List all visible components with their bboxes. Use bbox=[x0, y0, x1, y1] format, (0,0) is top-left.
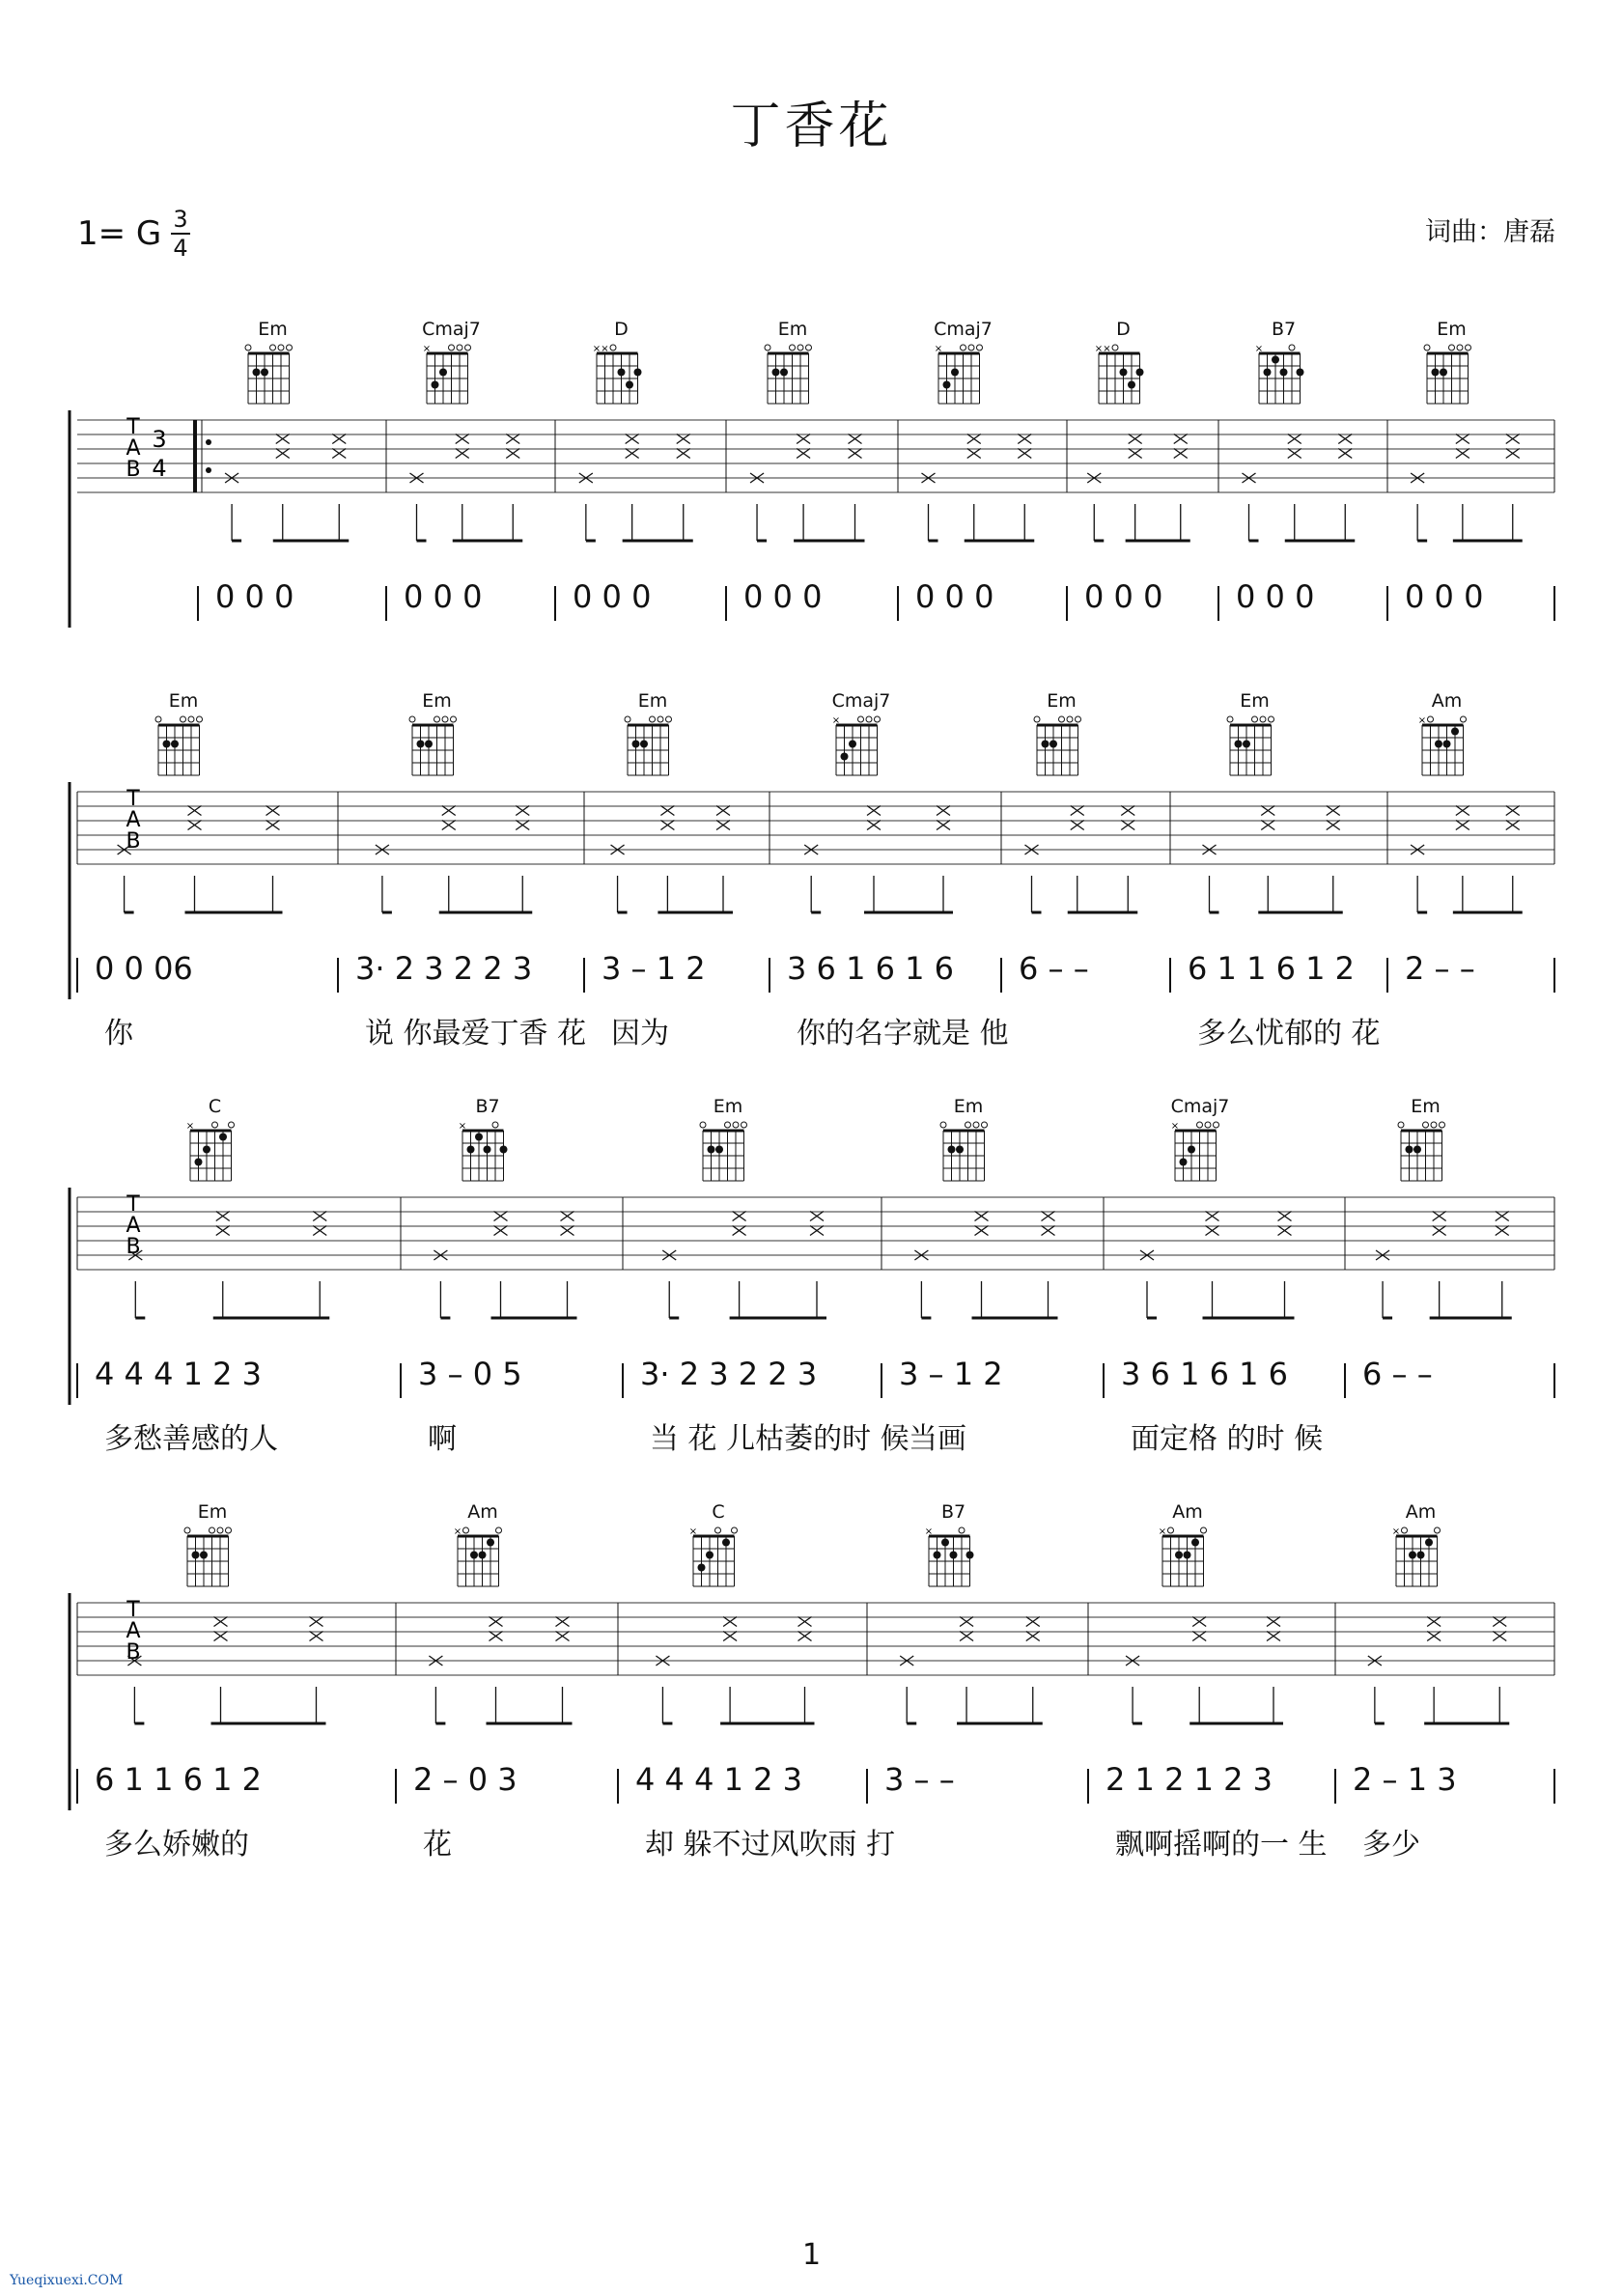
strum-mark bbox=[266, 806, 280, 816]
strum-mark bbox=[660, 821, 674, 830]
mute-mark: × bbox=[1102, 344, 1111, 354]
strum-mark bbox=[1192, 1632, 1206, 1641]
jianpu-measure: 3 – 1 2 bbox=[602, 950, 706, 987]
jianpu-measure: 3 6 1 6 1 6 bbox=[1121, 1356, 1289, 1392]
chord-name: Am bbox=[1431, 690, 1463, 712]
strum-mark bbox=[516, 821, 529, 830]
strum-mark bbox=[960, 1632, 973, 1641]
strum-mark bbox=[456, 434, 469, 444]
chord-name: B7 bbox=[475, 1096, 500, 1117]
jianpu-measure: 4 4 4 1 2 3 bbox=[635, 1761, 803, 1798]
tab-clef-letter: B bbox=[126, 458, 141, 482]
strum-mark bbox=[266, 821, 280, 830]
chord-name: Am bbox=[1172, 1501, 1203, 1523]
chord-name: D bbox=[1116, 319, 1131, 340]
chord-name: B7 bbox=[1271, 319, 1297, 340]
mute-mark: × bbox=[1170, 1121, 1180, 1132]
strum-mark bbox=[556, 1617, 570, 1627]
strum-mark bbox=[506, 449, 519, 459]
strum-mark bbox=[1506, 449, 1520, 459]
time-top: 3 bbox=[173, 206, 188, 233]
chord-name: Em bbox=[713, 1096, 743, 1117]
jianpu-measure: 2 – 1 3 bbox=[1353, 1761, 1457, 1798]
tab-clef-letter: A bbox=[126, 1214, 141, 1238]
strum-mark bbox=[1071, 821, 1084, 830]
strum-mark bbox=[967, 449, 981, 459]
strum-mark bbox=[1456, 434, 1469, 444]
strum-mark bbox=[1496, 1212, 1509, 1221]
jianpu-measure: 3 – 0 5 bbox=[418, 1356, 522, 1392]
mute-mark: × bbox=[453, 1526, 462, 1537]
chord-name: Cmaj7 bbox=[1170, 1096, 1230, 1117]
strum-mark bbox=[1278, 1212, 1292, 1221]
chord-name: B7 bbox=[940, 1501, 966, 1523]
strum-mark bbox=[216, 1226, 230, 1236]
lyric-segment: 当 花 儿枯萎的时 候 bbox=[650, 1422, 909, 1456]
tab-clef-letter: T bbox=[126, 1598, 140, 1622]
strum-mark bbox=[960, 1617, 973, 1627]
strum-mark bbox=[188, 821, 202, 830]
repeat-dot bbox=[206, 439, 211, 445]
lyric-segment: 飘啊摇啊的一 生 bbox=[1115, 1828, 1328, 1862]
strum-mark bbox=[849, 434, 862, 444]
watermark: Yueqixuexi.COM bbox=[10, 2273, 124, 2288]
strum-mark bbox=[733, 1226, 746, 1236]
jianpu-measure: 3 – 1 2 bbox=[899, 1356, 1003, 1392]
jianpu-measure: 3· 2 3 2 2 3 bbox=[355, 950, 533, 987]
jianpu-measure: 6 – – bbox=[1362, 1356, 1433, 1392]
time-signature bbox=[170, 207, 191, 261]
jianpu-row bbox=[0, 950, 1623, 993]
strum-mark bbox=[975, 1226, 989, 1236]
strum-mark bbox=[494, 1212, 508, 1221]
strum-mark bbox=[1071, 806, 1084, 816]
chord-name: Em bbox=[1411, 1096, 1441, 1117]
strum-mark bbox=[1427, 1617, 1441, 1627]
tab-clef-letter: A bbox=[126, 1619, 141, 1643]
score-system bbox=[0, 319, 1623, 705]
strum-mark bbox=[1493, 1617, 1506, 1627]
strum-mark bbox=[276, 449, 290, 459]
mute-mark: × bbox=[924, 1526, 933, 1537]
strum-mark bbox=[797, 434, 810, 444]
strum-mark bbox=[561, 1226, 574, 1236]
strum-mark bbox=[490, 1617, 503, 1627]
tab-clef-letter: B bbox=[126, 1640, 141, 1665]
strum-mark bbox=[1206, 1212, 1219, 1221]
strum-mark bbox=[313, 1212, 326, 1221]
strum-mark bbox=[1427, 1632, 1441, 1641]
chord-name: Cmaj7 bbox=[934, 319, 993, 340]
strum-mark bbox=[1121, 821, 1134, 830]
strum-mark bbox=[442, 821, 456, 830]
jianpu-measure: 0 0 06 bbox=[95, 950, 193, 987]
mute-mark: × bbox=[831, 715, 841, 726]
strum-mark bbox=[1206, 1226, 1219, 1236]
strum-mark bbox=[310, 1617, 323, 1627]
chord-name: D bbox=[614, 319, 629, 340]
jianpu-measure: 3 – – bbox=[884, 1761, 955, 1798]
strum-mark bbox=[561, 1212, 574, 1221]
strum-mark bbox=[723, 1632, 737, 1641]
strum-mark bbox=[332, 434, 346, 444]
lyric-segment: 面定格 的时 候 bbox=[1131, 1422, 1324, 1456]
lyric-segment: 多愁善感的人 bbox=[104, 1422, 278, 1456]
tab-clef-letter: B bbox=[126, 829, 141, 854]
jianpu-measure: 4 4 4 1 2 3 bbox=[95, 1356, 263, 1392]
strum-mark bbox=[677, 434, 690, 444]
strum-mark bbox=[1192, 1617, 1206, 1627]
mute-mark: × bbox=[1417, 715, 1426, 726]
strum-mark bbox=[1496, 1226, 1509, 1236]
strum-mark bbox=[975, 1212, 989, 1221]
mute-mark: × bbox=[1254, 344, 1263, 354]
strum-mark bbox=[1456, 449, 1469, 459]
strum-mark bbox=[1261, 806, 1274, 816]
strum-mark bbox=[723, 1617, 737, 1627]
jianpu-row bbox=[0, 1761, 1623, 1804]
jianpu-measure: 3 6 1 6 1 6 bbox=[787, 950, 955, 987]
strum-mark bbox=[216, 1212, 230, 1221]
strum-mark bbox=[1288, 449, 1301, 459]
lyric-segment: 你的名字就是 他 bbox=[797, 1017, 1009, 1050]
jianpu-row bbox=[0, 1356, 1623, 1398]
strum-mark bbox=[1174, 434, 1188, 444]
strum-mark bbox=[494, 1226, 508, 1236]
chord-name: Cmaj7 bbox=[831, 690, 891, 712]
time-bottom: 4 bbox=[173, 235, 188, 262]
chord-name: Em bbox=[197, 1501, 228, 1523]
lyric-row bbox=[0, 1414, 1623, 1457]
strum-mark bbox=[442, 806, 456, 816]
mute-mark: × bbox=[934, 344, 942, 354]
jianpu-measure: 3· 2 3 2 2 3 bbox=[640, 1356, 818, 1392]
strum-mark bbox=[1267, 1617, 1280, 1627]
mute-mark: × bbox=[688, 1526, 698, 1537]
strum-mark bbox=[1327, 821, 1340, 830]
strum-mark bbox=[1121, 806, 1134, 816]
tab-clef-letter: A bbox=[126, 808, 141, 832]
tab-clef-letter: T bbox=[126, 787, 140, 811]
jianpu-measure: 0 0 0 bbox=[1405, 578, 1484, 615]
strum-mark bbox=[716, 821, 730, 830]
strum-mark bbox=[276, 434, 290, 444]
lyric-segment: 你 bbox=[104, 1017, 133, 1050]
strum-mark bbox=[556, 1632, 570, 1641]
chord-name: Em bbox=[777, 319, 808, 340]
jianpu-measure: 6 1 1 6 1 2 bbox=[1188, 950, 1356, 987]
strum-mark bbox=[1174, 449, 1188, 459]
lyric-segment: 说 你最爱丁香 花 bbox=[365, 1017, 587, 1050]
key-signature: 1= G bbox=[77, 214, 162, 253]
strum-mark bbox=[967, 434, 981, 444]
strum-mark bbox=[310, 1632, 323, 1641]
chord-name: Em bbox=[953, 1096, 984, 1117]
strum-mark bbox=[516, 806, 529, 816]
jianpu-measure: 0 0 0 bbox=[404, 578, 483, 615]
chord-name: Em bbox=[637, 690, 668, 712]
chord-name: C bbox=[208, 1096, 222, 1117]
mute-mark: × bbox=[185, 1121, 194, 1132]
jianpu-measure: 6 – – bbox=[1019, 950, 1089, 987]
jianpu-measure: 2 1 2 1 2 3 bbox=[1105, 1761, 1273, 1798]
strum-mark bbox=[1129, 449, 1142, 459]
chord-name: Em bbox=[1240, 690, 1270, 712]
strum-mark bbox=[798, 1632, 812, 1641]
strum-mark bbox=[490, 1632, 503, 1641]
lyric-segment: 花 bbox=[423, 1828, 452, 1862]
chord-name: Em bbox=[1437, 319, 1467, 340]
strum-mark bbox=[1026, 1632, 1040, 1641]
tab-time-bottom: 4 bbox=[152, 455, 167, 482]
mute-mark: × bbox=[600, 344, 609, 354]
jianpu-measure: 6 1 1 6 1 2 bbox=[95, 1761, 263, 1798]
strum-mark bbox=[1018, 449, 1031, 459]
strum-mark bbox=[1042, 1212, 1055, 1221]
strum-mark bbox=[1433, 1212, 1446, 1221]
lyric-segment: 当画 bbox=[909, 1422, 966, 1456]
strum-mark bbox=[937, 806, 950, 816]
jianpu-row bbox=[0, 578, 1623, 621]
lyric-segment: 多么娇嫩的 bbox=[104, 1828, 249, 1862]
lyric-segment: 却 躲不过风吹雨 打 bbox=[645, 1828, 896, 1862]
strum-mark bbox=[1327, 806, 1340, 816]
lyric-row bbox=[0, 637, 1623, 680]
chord-name: Em bbox=[422, 690, 452, 712]
strum-mark bbox=[677, 449, 690, 459]
jianpu-measure: 0 0 0 bbox=[1236, 578, 1315, 615]
tab-clef-letter: A bbox=[126, 436, 141, 461]
strum-mark bbox=[810, 1212, 824, 1221]
composer-credit: 词曲：唐磊 bbox=[1425, 217, 1555, 247]
strum-mark bbox=[867, 806, 881, 816]
jianpu-measure: 2 – 0 3 bbox=[413, 1761, 518, 1798]
strum-mark bbox=[1026, 1617, 1040, 1627]
lyric-segment: 多么忧郁的 花 bbox=[1197, 1017, 1381, 1050]
strum-mark bbox=[1338, 449, 1352, 459]
strum-mark bbox=[1261, 821, 1274, 830]
strum-mark bbox=[456, 449, 469, 459]
lyric-segment: 因为 bbox=[611, 1017, 669, 1050]
strum-mark bbox=[810, 1226, 824, 1236]
tab-time-top: 3 bbox=[152, 426, 167, 453]
score-system bbox=[0, 690, 1623, 1077]
chord-name: Cmaj7 bbox=[422, 319, 481, 340]
tab-clef-letter: T bbox=[126, 415, 140, 439]
strum-mark bbox=[733, 1212, 746, 1221]
chord-name: Em bbox=[258, 319, 288, 340]
mute-mark: × bbox=[1094, 344, 1103, 354]
tab-clef-letter: T bbox=[126, 1192, 140, 1217]
strum-mark bbox=[214, 1617, 228, 1627]
strum-mark bbox=[506, 434, 519, 444]
chord-name: Am bbox=[467, 1501, 498, 1523]
strum-mark bbox=[1506, 821, 1520, 830]
strum-mark bbox=[797, 449, 810, 459]
strum-mark bbox=[214, 1632, 228, 1641]
strum-mark bbox=[626, 434, 639, 444]
chord-name: C bbox=[712, 1501, 725, 1523]
strum-mark bbox=[1493, 1632, 1506, 1641]
strum-mark bbox=[1267, 1632, 1280, 1641]
jianpu-measure: 2 – – bbox=[1405, 950, 1475, 987]
strum-mark bbox=[660, 806, 674, 816]
strum-mark bbox=[1018, 434, 1031, 444]
jianpu-measure: 0 0 0 bbox=[915, 578, 994, 615]
score-system bbox=[0, 1096, 1623, 1482]
strum-mark bbox=[1456, 806, 1469, 816]
jianpu-measure: 0 0 0 bbox=[743, 578, 823, 615]
repeat-dot bbox=[206, 467, 211, 473]
strum-mark bbox=[1288, 434, 1301, 444]
chord-name: Em bbox=[1047, 690, 1077, 712]
strum-mark bbox=[1456, 821, 1469, 830]
strum-mark bbox=[867, 821, 881, 830]
strum-mark bbox=[188, 806, 202, 816]
mute-mark: × bbox=[458, 1121, 467, 1132]
tab-clef-letter: B bbox=[126, 1235, 141, 1259]
strum-mark bbox=[716, 806, 730, 816]
strum-mark bbox=[1129, 434, 1142, 444]
mute-mark: × bbox=[1391, 1526, 1400, 1537]
lyric-row bbox=[0, 1009, 1623, 1051]
strum-mark bbox=[798, 1617, 812, 1627]
strum-mark bbox=[1338, 434, 1352, 444]
page-number: 1 bbox=[801, 2238, 822, 2272]
strum-mark bbox=[1506, 434, 1520, 444]
chord-name: Em bbox=[168, 690, 199, 712]
score-system bbox=[0, 1501, 1623, 1888]
strum-mark bbox=[313, 1226, 326, 1236]
jianpu-measure: 0 0 0 bbox=[573, 578, 652, 615]
mute-mark: × bbox=[592, 344, 601, 354]
jianpu-measure: 0 0 0 bbox=[1084, 578, 1163, 615]
lyric-segment: 多少 bbox=[1362, 1828, 1420, 1862]
lyric-row bbox=[0, 1820, 1623, 1862]
jianpu-measure: 0 0 0 bbox=[215, 578, 294, 615]
mute-mark: × bbox=[1158, 1526, 1167, 1537]
strum-mark bbox=[849, 449, 862, 459]
mute-mark: × bbox=[422, 344, 431, 354]
chord-name: Am bbox=[1405, 1501, 1437, 1523]
lyric-segment: 啊 bbox=[428, 1422, 457, 1456]
strum-mark bbox=[626, 449, 639, 459]
strum-mark bbox=[1278, 1226, 1292, 1236]
strum-mark bbox=[332, 449, 346, 459]
strum-mark bbox=[1433, 1226, 1446, 1236]
strum-mark bbox=[937, 821, 950, 830]
strum-mark bbox=[1506, 806, 1520, 816]
song-title: 丁香花 bbox=[730, 98, 893, 155]
strum-mark bbox=[1042, 1226, 1055, 1236]
